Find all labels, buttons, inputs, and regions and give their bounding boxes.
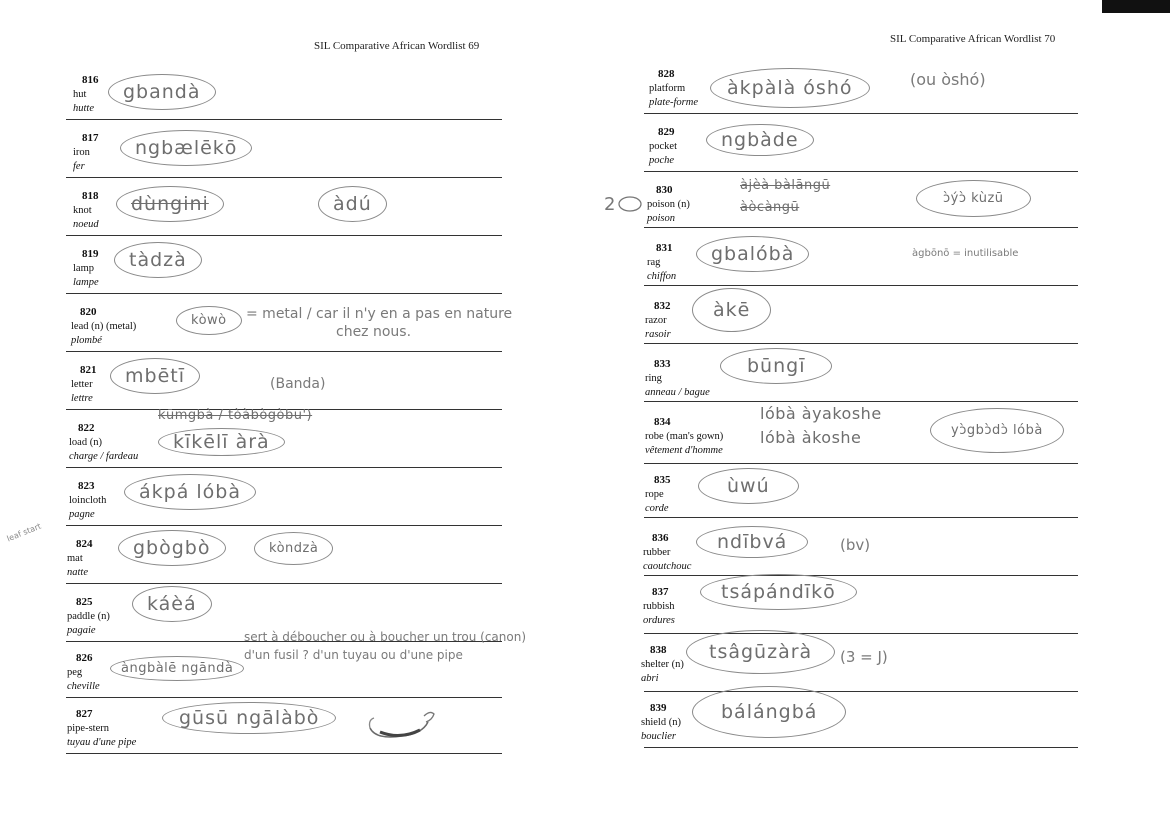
entry-gloss-fr: rasoir bbox=[645, 329, 671, 340]
entry-gloss-en: peg bbox=[67, 667, 83, 678]
entry-gloss-fr: poche bbox=[649, 155, 675, 166]
entry-number: 816 bbox=[82, 74, 99, 86]
entry-number: 822 bbox=[78, 422, 95, 434]
handwritten-form-struck: àjèà bàlāngū bbox=[740, 178, 831, 193]
entry-831 bbox=[644, 236, 1078, 286]
entry-gloss-en: razor bbox=[645, 315, 667, 326]
entry-822 bbox=[66, 408, 502, 468]
handwritten-note: àgbōnō = inutilisable bbox=[912, 248, 1019, 259]
scan-edge bbox=[1102, 0, 1170, 13]
entry-821 bbox=[66, 358, 502, 410]
handwritten-form: mbētī bbox=[110, 358, 200, 394]
entry-number: 818 bbox=[82, 190, 99, 202]
entry-824 bbox=[66, 532, 502, 584]
handwritten-form-struck: àòcàngū bbox=[740, 200, 800, 215]
entry-gloss-fr: noeud bbox=[73, 219, 99, 230]
entry-834 bbox=[644, 404, 1078, 464]
entry-rule bbox=[644, 463, 1078, 464]
entry-gloss-en: rag bbox=[647, 257, 661, 268]
handwritten-form: àdú bbox=[318, 186, 387, 222]
handwritten-form: būngī bbox=[720, 348, 832, 384]
entry-number: 819 bbox=[82, 248, 99, 260]
entry-gloss-fr: bouclier bbox=[641, 731, 676, 742]
handwritten-note: sert à déboucher ou à boucher un trou (canon) bbox=[244, 630, 527, 644]
entry-817 bbox=[66, 126, 502, 178]
entry-rule bbox=[644, 285, 1078, 286]
entry-rule bbox=[644, 113, 1078, 114]
entry-gloss-en: platform bbox=[649, 83, 686, 94]
entry-gloss-en: lamp bbox=[73, 263, 94, 274]
handwritten-form: tàdzà bbox=[114, 242, 202, 278]
handwritten-form: ndībvá bbox=[696, 526, 808, 558]
entry-rule bbox=[66, 119, 502, 120]
entry-number: 828 bbox=[658, 68, 675, 80]
handwritten-note: (bv) bbox=[840, 536, 871, 554]
handwritten-form: kīkēlī àrà bbox=[158, 428, 285, 456]
margin-arrow-icon bbox=[616, 194, 646, 214]
handwritten-form: bálángbá bbox=[692, 686, 846, 738]
entry-number: 825 bbox=[76, 596, 93, 608]
entry-rule bbox=[644, 401, 1078, 402]
entry-823 bbox=[66, 474, 502, 526]
entry-gloss-en: pocket bbox=[649, 141, 677, 152]
entry-gloss-fr: plate-forme bbox=[649, 97, 698, 108]
entry-rule bbox=[66, 583, 502, 584]
entry-gloss-fr: charge / fardeau bbox=[69, 451, 139, 462]
entry-836 bbox=[644, 526, 1078, 576]
entry-gloss-en: letter bbox=[71, 379, 93, 390]
entry-rule bbox=[644, 691, 1078, 692]
page-header-left: SIL Comparative African Wordlist 69 bbox=[314, 40, 480, 52]
entry-gloss-en: load (n) bbox=[69, 437, 102, 448]
handwritten-form: lóbà àyakoshe bbox=[760, 404, 882, 423]
entry-gloss-fr: pagne bbox=[69, 509, 95, 520]
handwritten-note: (3 = J) bbox=[840, 648, 888, 666]
handwritten-note: chez nous. bbox=[336, 324, 412, 340]
entry-gloss-fr: ordures bbox=[643, 615, 675, 626]
entry-gloss-en: mat bbox=[67, 553, 83, 564]
handwritten-form: tsâgūzàrà bbox=[686, 630, 835, 674]
entry-number: 831 bbox=[656, 242, 673, 254]
entry-gloss-en: poison (n) bbox=[647, 199, 690, 210]
entry-gloss-en: iron bbox=[73, 147, 90, 158]
entry-rule bbox=[66, 753, 502, 754]
handwritten-form: tsápándīkō bbox=[700, 574, 857, 610]
entry-833 bbox=[644, 352, 1078, 402]
handwritten-form: káèá bbox=[132, 586, 212, 622]
entry-number: 839 bbox=[650, 702, 667, 714]
entry-837 bbox=[643, 581, 1078, 634]
entry-gloss-fr: fer bbox=[73, 161, 85, 172]
handwritten-form: àkē bbox=[692, 288, 771, 332]
entry-gloss-en: loincloth bbox=[69, 495, 107, 506]
handwritten-form: yɔ̀gbɔ̀dɔ̀ lóbà bbox=[930, 408, 1064, 453]
handwritten-form: gbalóbà bbox=[696, 236, 809, 272]
entry-gloss-en: rubber bbox=[643, 547, 671, 558]
handwritten-form: gūsū ngālàbò bbox=[162, 702, 336, 734]
handwritten-form: kòndzà bbox=[254, 532, 333, 565]
entry-gloss-fr: cheville bbox=[67, 681, 100, 692]
entry-rule bbox=[644, 575, 1078, 576]
handwritten-form: àngbàlē ngāndà bbox=[110, 656, 244, 681]
entry-number: 820 bbox=[80, 306, 97, 318]
handwritten-form: àkpàlà óshó bbox=[710, 68, 870, 108]
handwritten-form-struck: dùngini bbox=[116, 186, 224, 222]
margin-mark: 2 bbox=[604, 194, 616, 215]
entry-number: 823 bbox=[78, 480, 95, 492]
entry-gloss-fr: caoutchouc bbox=[643, 561, 692, 572]
handwritten-form: kòwò bbox=[176, 306, 242, 335]
entry-number: 824 bbox=[76, 538, 93, 550]
entry-gloss-fr: vêtement d'homme bbox=[645, 445, 723, 456]
entry-gloss-fr: hutte bbox=[73, 103, 94, 114]
entry-gloss-fr: lettre bbox=[71, 393, 93, 404]
entry-gloss-fr: pagaie bbox=[67, 625, 96, 636]
entry-839 bbox=[641, 698, 1078, 748]
entry-gloss-fr: plombé bbox=[71, 335, 102, 346]
entry-rule bbox=[644, 343, 1078, 344]
entry-rule bbox=[66, 525, 502, 526]
entry-rule bbox=[66, 235, 502, 236]
entry-829 bbox=[644, 120, 1078, 172]
entry-820 bbox=[66, 300, 513, 352]
handwritten-note: (Banda) bbox=[270, 376, 326, 392]
entry-number: 817 bbox=[82, 132, 99, 144]
entry-number: 829 bbox=[658, 126, 675, 138]
entry-number: 826 bbox=[76, 652, 93, 664]
pipe-sketch-icon bbox=[366, 706, 438, 742]
handwritten-form-struck: kūmgbà / tòàbògòbu') bbox=[158, 408, 313, 423]
entry-rule bbox=[66, 293, 502, 294]
entry-rule bbox=[66, 351, 502, 352]
entry-gloss-fr: abri bbox=[641, 673, 659, 684]
entry-835 bbox=[644, 468, 1078, 518]
entry-830 bbox=[644, 178, 1078, 228]
entry-gloss-en: paddle (n) bbox=[67, 611, 110, 622]
entry-gloss-en: lead (n) (metal) bbox=[71, 321, 137, 332]
entry-gloss-en: knot bbox=[73, 205, 92, 216]
entry-827 bbox=[66, 702, 502, 754]
entry-832 bbox=[644, 294, 1078, 344]
handwritten-note: (ou òshó) bbox=[910, 70, 986, 89]
entry-gloss-en: hut bbox=[73, 89, 87, 100]
entry-number: 837 bbox=[652, 586, 669, 598]
handwritten-form: ùwú bbox=[698, 468, 799, 504]
entry-rule bbox=[644, 517, 1078, 518]
entry-gloss-fr: chiffon bbox=[647, 271, 677, 282]
entry-number: 832 bbox=[654, 300, 671, 312]
entry-gloss-en: rope bbox=[645, 489, 664, 500]
entry-gloss-fr: corde bbox=[645, 503, 669, 514]
handwritten-form: ákpá lóbà bbox=[124, 474, 256, 510]
entry-gloss-en: rubbish bbox=[643, 601, 675, 612]
entry-gloss-fr: tuyau d'une pipe bbox=[67, 737, 137, 748]
entry-rule bbox=[644, 227, 1078, 228]
entry-gloss-en: robe (man's gown) bbox=[645, 431, 724, 442]
entry-number: 836 bbox=[652, 532, 669, 544]
entry-number: 821 bbox=[80, 364, 97, 376]
entry-828 bbox=[644, 62, 1078, 114]
entry-gloss-en: ring bbox=[645, 373, 662, 384]
handwritten-form: gbògbò bbox=[118, 530, 226, 566]
entry-number: 830 bbox=[656, 184, 673, 196]
entry-838 bbox=[641, 641, 1078, 692]
entry-gloss-en: pipe-stern bbox=[67, 723, 109, 734]
entry-rule bbox=[66, 467, 502, 468]
entry-rule bbox=[644, 633, 1078, 634]
entry-number: 835 bbox=[654, 474, 671, 486]
entry-number: 834 bbox=[654, 416, 671, 428]
handwritten-note: = metal / car il n'y en a pas en nature bbox=[246, 306, 513, 322]
entry-gloss-fr: lampe bbox=[73, 277, 99, 288]
entry-818 bbox=[66, 184, 502, 236]
page-header-right: SIL Comparative African Wordlist 70 bbox=[890, 33, 1056, 45]
entry-rule bbox=[644, 747, 1078, 748]
entry-number: 833 bbox=[654, 358, 671, 370]
handwritten-form: ɔ̀ýɔ̀ kùzū bbox=[916, 180, 1031, 217]
entry-gloss-fr: natte bbox=[67, 567, 88, 578]
handwritten-note: d'un fusil ? d'un tuyau ou d'une pipe bbox=[244, 648, 463, 662]
handwritten-form: ngbælēkō bbox=[120, 130, 252, 166]
entry-rule bbox=[66, 697, 502, 698]
entry-gloss-fr: poison bbox=[647, 213, 676, 224]
entry-gloss-en: shelter (n) bbox=[641, 659, 684, 670]
entry-gloss-fr: anneau / bague bbox=[645, 387, 710, 398]
entry-rule bbox=[66, 177, 502, 178]
handwritten-form: gbandà bbox=[108, 74, 216, 110]
entry-gloss-en: shield (n) bbox=[641, 717, 681, 728]
entry-819 bbox=[66, 242, 502, 294]
handwritten-form: lóbà àkoshe bbox=[760, 428, 862, 447]
entry-rule bbox=[644, 171, 1078, 172]
entry-816 bbox=[66, 68, 502, 120]
handwritten-form: ngbàde bbox=[706, 124, 814, 156]
margin-note: leaf start bbox=[5, 521, 43, 544]
entry-number: 827 bbox=[76, 708, 93, 720]
entry-number: 838 bbox=[650, 644, 667, 656]
